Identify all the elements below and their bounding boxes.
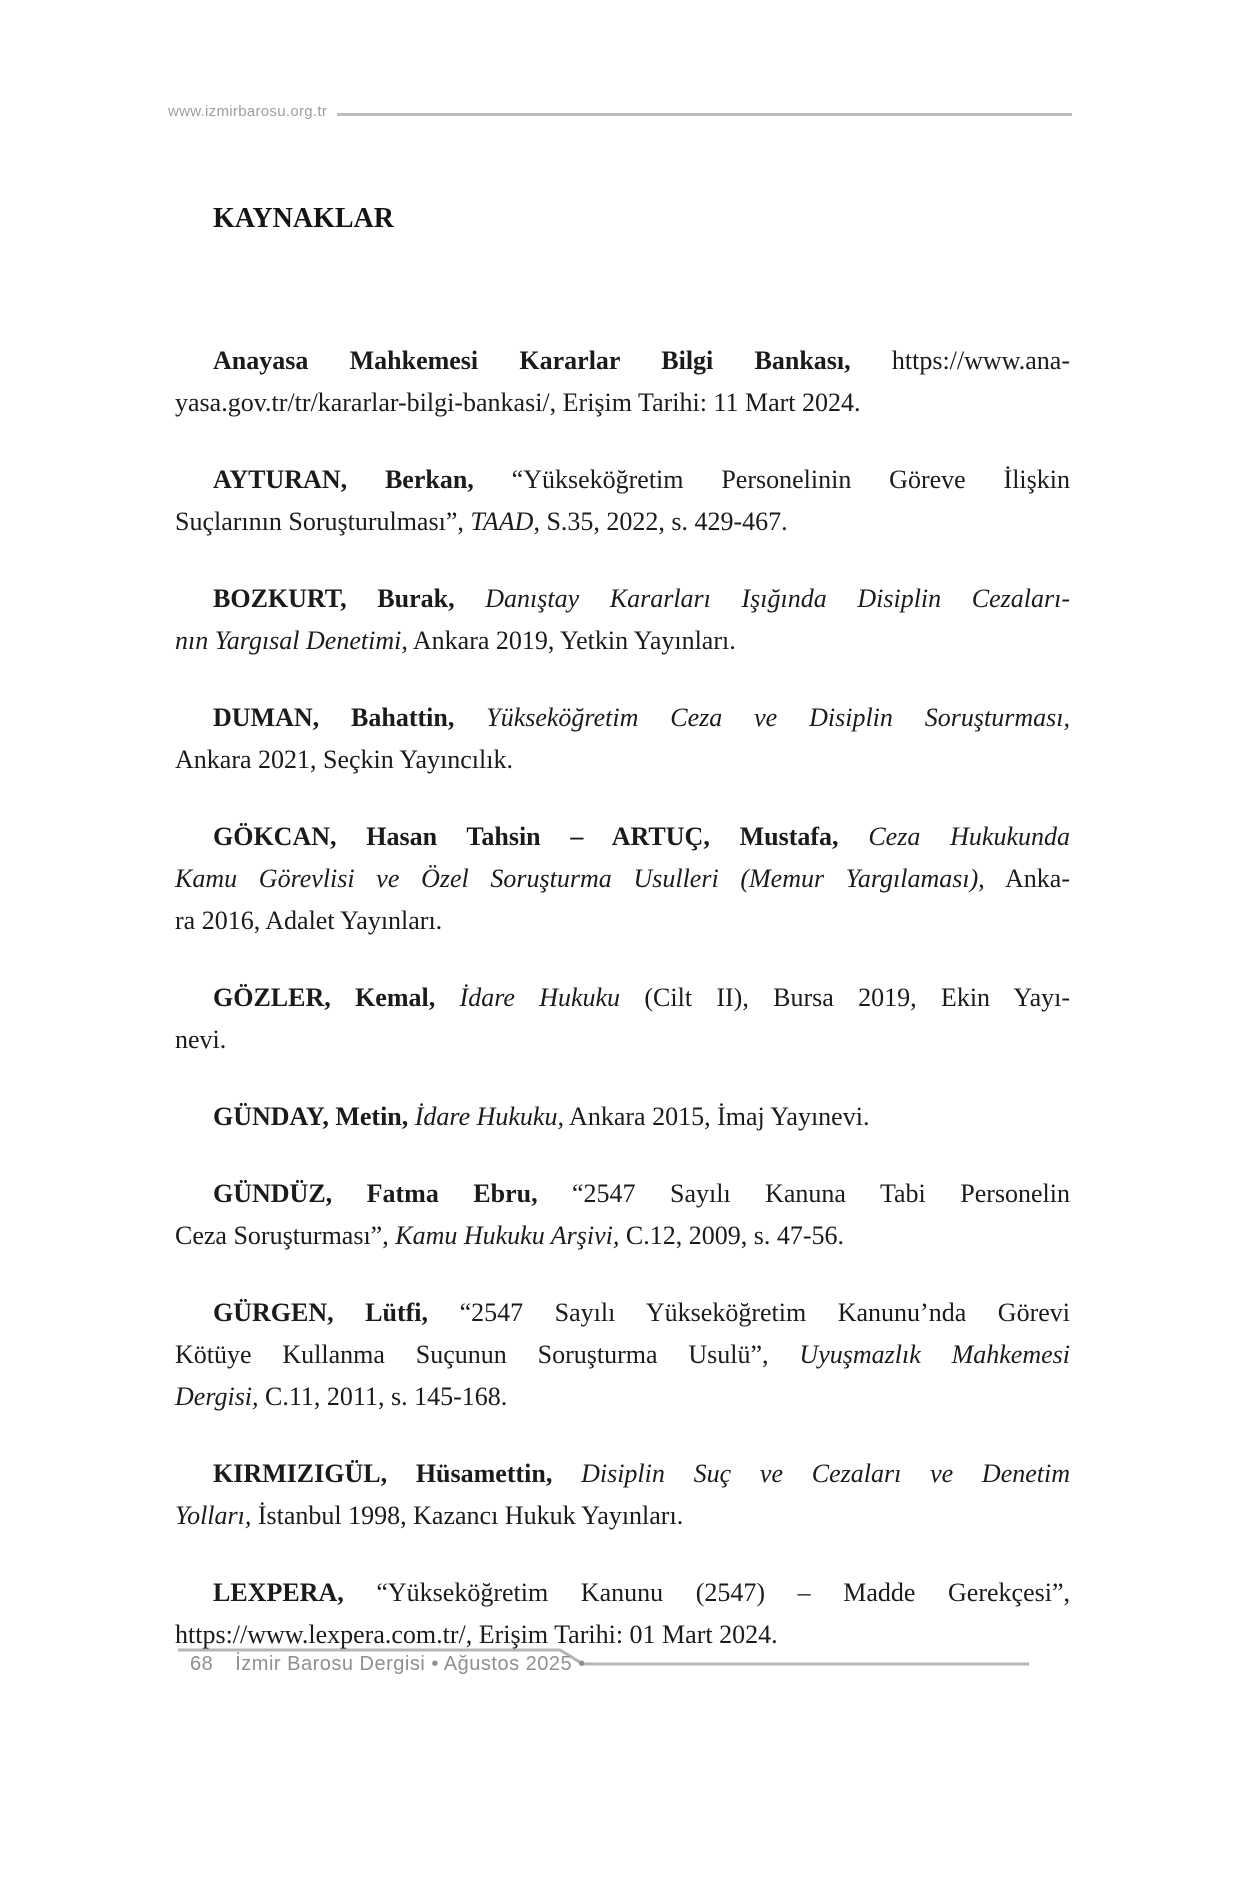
entry-line xyxy=(175,1376,1070,1418)
text-run: LEXPERA, xyxy=(213,1578,377,1607)
text-run: GÜNDÜZ, Fatma Ebru, xyxy=(213,1179,573,1208)
entry-line xyxy=(175,501,1070,543)
text-run: C.11, 2011, s. 145-168. xyxy=(258,1382,508,1411)
text-run: GÖZLER, Kemal, xyxy=(213,983,460,1012)
text-run: “Yükseköğretim Kanunu (2547) – Madde Gerekçesi”, xyxy=(376,1578,1070,1607)
text-run: C.12, 2009, s. 47-56. xyxy=(619,1221,844,1250)
footer-journal-text: İzmir Barosu Dergisi • Ağustos 2025 • xyxy=(235,1653,586,1675)
text-run: Dergisi, xyxy=(175,1382,259,1411)
text-run: Disiplin Suç ve Cezaları ve Denetim xyxy=(581,1459,1071,1488)
bibliography-entry xyxy=(175,1292,1070,1418)
entry-line xyxy=(175,977,1070,1019)
header-url: www.izmirbarosu.org.tr xyxy=(168,103,328,120)
page-footer xyxy=(190,1653,586,1676)
text-run: “2547 Sayılı Yükseköğretim Kanunu’nda Görevi xyxy=(459,1298,1071,1327)
text-run: “2547 Sayılı Kanuna Tabi Personelin xyxy=(572,1179,1070,1208)
entry-line xyxy=(175,459,1070,501)
bibliography-entry xyxy=(175,1096,1070,1138)
header-rule xyxy=(337,113,1072,116)
text-run: https://www.lexpera.com.tr/, Erişim Tarihi: 01 Mart 2024. xyxy=(175,1620,778,1649)
entry-line xyxy=(175,382,1070,424)
entry-line xyxy=(175,816,1070,858)
text-run: GÖKCAN, Hasan Tahsin – ARTUÇ, Mustafa, xyxy=(213,822,869,851)
text-run: Ceza Hukukunda xyxy=(868,822,1070,851)
text-run: Yolları, xyxy=(175,1501,252,1530)
page-number: 68 xyxy=(190,1653,214,1675)
text-run: DUMAN, Bahattin, xyxy=(213,703,487,732)
text-run: https://www.ana- xyxy=(850,346,1070,375)
text-run: , Anka- xyxy=(978,864,1070,893)
text-run: yasa.gov.tr/tr/kararlar-bilgi-bankasi/, Erişim Tarihi: 11 Mart 2024. xyxy=(175,388,861,417)
text-run: BOZKURT, Burak, xyxy=(213,584,486,613)
text-run: Kamu Görevlisi ve Özel Soruşturma Usulleri (Memur Yargılaması) xyxy=(175,864,979,893)
text-run: KIRMIZIGÜL, Hüsamettin, xyxy=(213,1459,582,1488)
entry-line xyxy=(175,1096,1070,1138)
text-run: Ceza Soruşturması”, xyxy=(175,1221,396,1250)
bibliography-entry xyxy=(175,697,1070,781)
text-run: nevi. xyxy=(175,1025,227,1054)
bibliography-entry xyxy=(175,340,1070,424)
entry-line xyxy=(175,1019,1070,1061)
text-run: TAAD xyxy=(470,507,534,536)
text-run: GÜRGEN, Lütfi, xyxy=(213,1298,460,1327)
bibliography-entry xyxy=(175,459,1070,543)
bibliography-list xyxy=(175,340,1070,1656)
text-run: İstanbul 1998, Kazancı Hukuk Yayınları. xyxy=(251,1501,684,1530)
text-run: Kötüye Kullanma Suçunun Soruşturma Usulü”, xyxy=(175,1340,800,1369)
entry-line xyxy=(175,1292,1070,1334)
entry-line xyxy=(175,1173,1070,1215)
entry-line xyxy=(175,340,1070,382)
text-run: İdare Hukuku, xyxy=(414,1102,564,1131)
entry-line xyxy=(175,1453,1070,1495)
footer-rule xyxy=(0,1640,1260,1680)
text-run: Yükseköğretim Ceza ve Disiplin Soruşturması, xyxy=(486,703,1070,732)
bibliography-entry xyxy=(175,1173,1070,1257)
page-content xyxy=(175,198,1070,1691)
text-run: AYTURAN, Berkan, xyxy=(213,465,512,494)
text-run: “Yükseköğretim Personelinin Göreve İlişkin xyxy=(511,465,1070,494)
entry-line xyxy=(175,1334,1070,1376)
text-run: Danıştay Kararları Işığında Disiplin Cezaları- xyxy=(485,584,1070,613)
text-run: Uyuşmazlık Mahkemesi xyxy=(799,1340,1070,1369)
entry-line xyxy=(175,1215,1070,1257)
text-run: Anayasa Mahkemesi Kararlar Bilgi Bankası, xyxy=(213,346,851,375)
bibliography-entry xyxy=(175,816,1070,942)
text-run: Ankara 2015, İmaj Yayınevi. xyxy=(563,1102,870,1131)
text-run: (Cilt II), Bursa 2019, Ekin Yayı- xyxy=(620,983,1070,1012)
entry-line xyxy=(175,900,1070,942)
text-run: nın Yargısal Denetimi, xyxy=(175,626,408,655)
text-run: Ankara 2021, Seçkin Yayıncılık. xyxy=(175,745,513,774)
entry-line xyxy=(175,739,1070,781)
text-run: ra 2016, Adalet Yayınları. xyxy=(175,906,443,935)
entry-line xyxy=(175,578,1070,620)
page-title: KAYNAKLAR xyxy=(213,203,394,234)
bibliography-entry xyxy=(175,977,1070,1061)
text-run: Ankara 2019, Yetkin Yayınları. xyxy=(407,626,736,655)
entry-line xyxy=(175,1495,1070,1537)
page-header xyxy=(168,103,1072,120)
entry-line xyxy=(175,1572,1070,1614)
bibliography-entry xyxy=(175,1453,1070,1537)
text-run: Kamu Hukuku Arşivi, xyxy=(395,1221,620,1250)
bibliography-entry xyxy=(175,578,1070,662)
entry-line xyxy=(175,697,1070,739)
entry-line xyxy=(175,620,1070,662)
text-run: GÜNDAY, Metin, xyxy=(213,1102,415,1131)
text-run: İdare Hukuku xyxy=(459,983,621,1012)
entry-line xyxy=(175,858,1070,900)
text-run: Suçlarının Soruşturulması”, xyxy=(175,507,471,536)
text-run: , S.35, 2022, s. 429-467. xyxy=(533,507,788,536)
